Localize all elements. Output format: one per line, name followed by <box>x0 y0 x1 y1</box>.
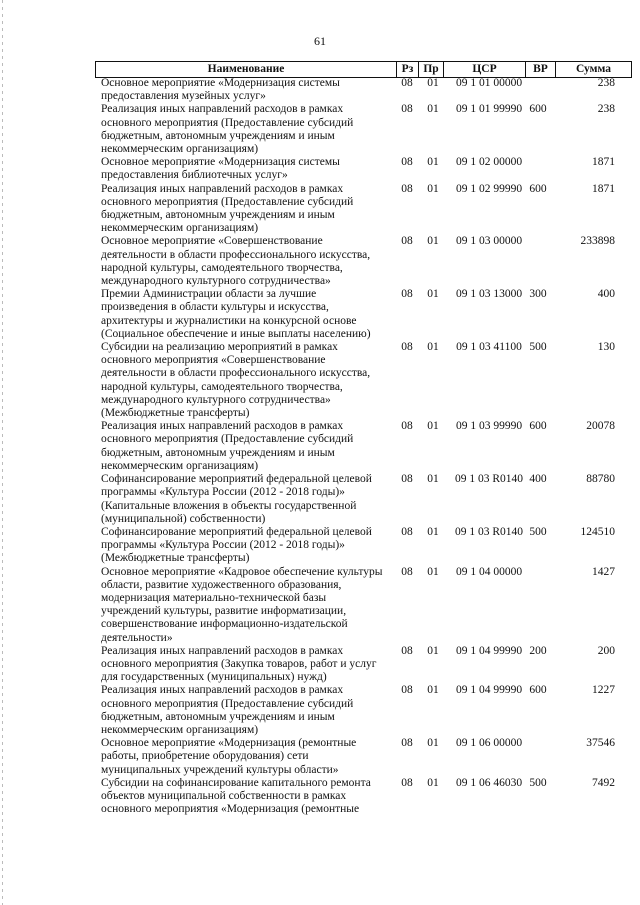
table-row <box>95 526 630 566</box>
row-name: Премии Администрации области за лучшие произведения в области культуры и искусства, архитектуры и журналистики на конкурсной основе (Социальное обеспечение и иные выплаты населению) <box>101 288 371 340</box>
row-sum: 400 <box>597 288 615 301</box>
header-vr: ВР <box>525 62 555 77</box>
row-name: Софинансирование мероприятий федеральной целевой программы «Культура России (2012 - 2018 годы)» (Капитальные вложения в объекты государственной (муниципальной) собственности) <box>101 473 372 525</box>
table-row <box>95 156 630 182</box>
row-vr: 500 <box>529 341 547 354</box>
row-name: Реализация иных направлений расходов в рамках основного мероприятия (Предоставление субсидий бюджетным, автономным учреждениям и иным некоммерческим организациям) <box>101 182 354 235</box>
row-name: Реализация иных направлений расходов в рамках основного мероприятия (Предоставление субсидий бюджетным, автономным учреждениям и иным некоммерческим организациям) <box>101 684 354 736</box>
row-pr: 01 <box>427 182 439 195</box>
row-rz: 08 <box>401 341 413 354</box>
row-csr: 09 1 03 00000 <box>455 235 523 248</box>
row-name: Основное мероприятие «Модернизация (ремонтные работы, приобретение оборудования) сети муниципальных учреждений культуры области» <box>101 737 357 776</box>
row-rz: 08 <box>401 77 413 89</box>
page-number: 61 <box>314 34 326 48</box>
row-rz: 08 <box>401 644 413 657</box>
row-rz: 08 <box>401 420 413 433</box>
row-vr: 600 <box>529 420 547 433</box>
table-row <box>95 77 630 103</box>
row-csr: 09 1 01 99990 <box>455 103 523 116</box>
row-pr: 01 <box>427 420 439 433</box>
row-sum: 130 <box>597 341 615 354</box>
row-name: Основное мероприятие «Модернизация системы предоставления музейных услуг» <box>101 77 340 103</box>
row-vr: 300 <box>529 288 547 301</box>
row-csr: 09 1 03 R0140 <box>454 525 524 538</box>
row-pr: 01 <box>427 156 439 169</box>
row-rz: 08 <box>401 103 413 116</box>
header-name: Наименование <box>207 63 285 75</box>
row-pr: 01 <box>427 525 439 538</box>
row-vr: 200 <box>529 644 547 657</box>
row-vr: 500 <box>529 525 547 538</box>
row-pr: 01 <box>427 644 439 657</box>
scan-margin-line <box>2 0 3 905</box>
row-vr: 400 <box>529 473 547 486</box>
row-rz: 08 <box>401 235 413 248</box>
row-rz: 08 <box>401 684 413 697</box>
table-row <box>95 684 630 737</box>
header-csr: ЦСР <box>443 62 525 77</box>
row-name: Реализация иных направлений расходов в рамках основного мероприятия (Предоставление субсидий бюджетным, автономным учреждениям и иным некоммерческим организациям) <box>101 103 354 156</box>
row-pr: 01 <box>427 565 439 578</box>
row-name: Основное мероприятие «Модернизация системы предоставления библиотечных услуг» <box>101 156 340 182</box>
header-pr: Пр <box>418 62 443 77</box>
table-row <box>95 737 630 777</box>
row-rz: 08 <box>401 288 413 301</box>
row-csr: 09 1 02 00000 <box>455 156 523 169</box>
row-pr: 01 <box>427 77 439 89</box>
row-sum: 20078 <box>586 420 615 433</box>
row-csr: 09 1 06 00000 <box>455 737 523 750</box>
row-sum: 1427 <box>592 565 615 578</box>
table-row <box>95 420 630 473</box>
row-csr: 09 1 03 41100 <box>456 341 522 354</box>
table-row <box>95 235 630 288</box>
row-csr: 09 1 04 99990 <box>455 644 523 657</box>
row-pr: 01 <box>427 473 439 486</box>
row-name: Реализация иных направлений расходов в рамках основного мероприятия (Предоставление субсидий бюджетным, автономным учреждениям и иным некоммерческим организациям) <box>101 420 354 472</box>
header-rz: Рз <box>396 62 418 77</box>
row-sum: 1871 <box>592 156 615 169</box>
table-row <box>95 473 630 526</box>
row-rz: 08 <box>401 156 413 169</box>
row-csr: 09 1 02 99990 <box>455 182 523 195</box>
row-sum: 88780 <box>586 473 615 486</box>
row-sum: 1871 <box>592 182 615 195</box>
row-sum: 238 <box>597 103 615 116</box>
row-rz: 08 <box>401 525 413 538</box>
row-csr: 09 1 03 99990 <box>455 420 523 433</box>
row-sum: 37546 <box>586 737 615 750</box>
table-row <box>95 341 630 420</box>
row-name: Субсидии на реализацию мероприятий в рамках основного мероприятия «Совершенствование деятельности в области профессионального искусства, народной культуры, самодеятельного творчества, международного культурного сотрудничества» (Межбюджетные трансферты) <box>101 341 371 420</box>
row-csr: 09 1 03 13000 <box>455 288 523 301</box>
row-name: Основное мероприятие «Совершенствование деятельности в области профессионального искусства, народной культуры, самодеятельного творчества, международного культурного сотрудничества» <box>101 235 371 288</box>
table-row <box>95 183 630 236</box>
row-rz: 08 <box>401 776 413 789</box>
row-pr: 01 <box>427 235 439 248</box>
row-csr: 09 1 04 99990 <box>455 684 523 697</box>
row-name: Основное мероприятие «Кадровое обеспечение культуры области, развитие художественного образования, модернизация материально-технической базы учреждений культуры, развитие информатизации, совершенствование информационно-издательской деятельности» <box>101 565 383 644</box>
row-sum: 200 <box>597 644 615 657</box>
table-row <box>95 566 630 645</box>
row-rz: 08 <box>401 473 413 486</box>
row-csr: 09 1 03 R0140 <box>454 473 524 486</box>
row-sum: 1227 <box>592 684 615 697</box>
row-sum: 233898 <box>580 235 615 248</box>
row-pr: 01 <box>427 776 439 789</box>
row-vr: 500 <box>529 776 547 789</box>
row-name: Реализация иных направлений расходов в рамках основного мероприятия (Закупка товаров, работ и услуг для государственных (муниципальных) нужд) <box>101 644 377 684</box>
table-row <box>95 645 630 685</box>
row-vr: 600 <box>529 182 547 195</box>
row-csr: 09 1 01 00000 <box>455 77 523 89</box>
row-name: Субсидии на софинансирование капитального ремонта объектов муниципальной собственности в рамках основного мероприятия «Модернизация (ремонтные <box>101 776 371 816</box>
row-vr: 600 <box>529 684 547 697</box>
row-rz: 08 <box>401 737 413 750</box>
row-sum: 238 <box>597 77 615 89</box>
row-vr: 600 <box>529 103 547 116</box>
table-row <box>95 103 630 156</box>
row-sum: 7492 <box>592 776 615 789</box>
row-csr: 09 1 04 00000 <box>455 565 523 578</box>
row-pr: 01 <box>427 684 439 697</box>
table-row <box>95 288 630 341</box>
table-header <box>95 61 632 78</box>
table-row <box>95 777 630 817</box>
row-rz: 08 <box>401 565 413 578</box>
header-sum: Сумма <box>555 62 631 77</box>
row-csr: 09 1 06 46030 <box>455 776 523 789</box>
row-pr: 01 <box>427 103 439 116</box>
budget-table <box>95 77 630 847</box>
row-pr: 01 <box>427 341 439 354</box>
row-sum: 124510 <box>580 525 615 538</box>
row-rz: 08 <box>401 182 413 195</box>
row-pr: 01 <box>427 737 439 750</box>
row-name: Софинансирование мероприятий федеральной целевой программы «Культура России (2012 - 2018 годы)» (Межбюджетные трансферты) <box>101 525 372 565</box>
row-pr: 01 <box>427 288 439 301</box>
